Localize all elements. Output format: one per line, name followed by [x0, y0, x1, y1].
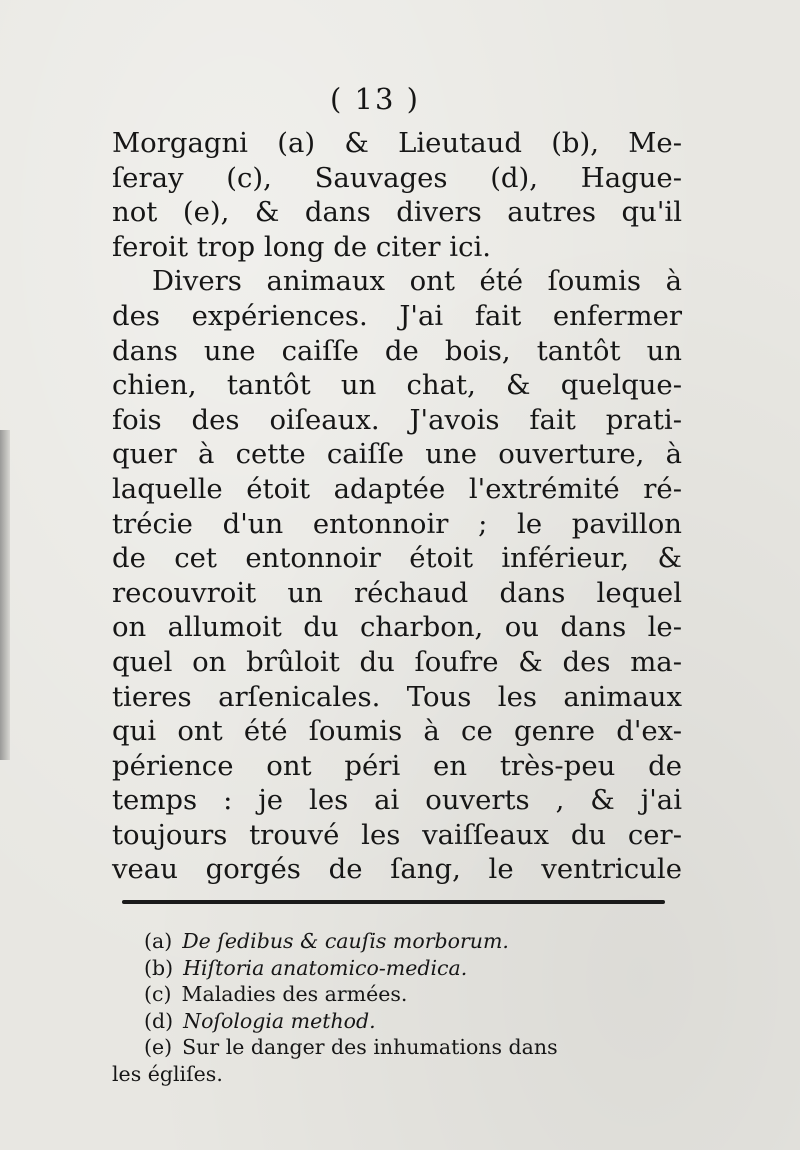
- body-line: quer à cette caiſſe une ouverture, à: [112, 438, 682, 471]
- footnote-text: Sur le danger des inhumations dans: [182, 1035, 558, 1059]
- body-line: Morgagni (a) & Lieutaud (b), Me-: [112, 127, 682, 159]
- footnote-mark: (b): [144, 955, 174, 980]
- footnotes: [112, 928, 682, 1087]
- body-text: [112, 126, 682, 887]
- body-line: des expériences. J'ai fait enfermer: [112, 299, 682, 332]
- footnote-divider: [122, 900, 665, 904]
- body-line: laquelle étoit adaptée l'extrémité ré-: [112, 472, 682, 505]
- body-line: chien, tantôt un chat, & quelque-: [112, 369, 682, 402]
- body-line: recouvroit un réchaud dans lequel: [112, 576, 682, 609]
- footnote-text: Noſologia method.: [183, 1008, 376, 1033]
- body-line: veau gorgés de ſang, le ventricule: [112, 853, 682, 886]
- body-line: trécie d'un entonnoir ; le pavillon: [112, 507, 682, 540]
- body-line: qui ont été ſoumis à ce genre d'ex-: [112, 715, 682, 748]
- body-line: Divers animaux ont été ſoumis à: [152, 265, 682, 298]
- footnote-text: De ſedibus & cauſis morborum.: [182, 929, 509, 953]
- footnote-mark: (d): [144, 1008, 174, 1033]
- footnote-mark: (e): [144, 1035, 173, 1059]
- body-line: de cet entonnoir étoit inférieur, &: [112, 542, 682, 575]
- footnote-e: [112, 1034, 682, 1061]
- body-line: quel on brûloit du ſoufre & des ma-: [112, 645, 682, 678]
- body-line: ſeray (c), Sauvages (d), Hague-: [112, 161, 682, 194]
- body-line: feroit trop long de citer ici.: [112, 230, 492, 263]
- footnote-e-continued: [112, 1061, 682, 1088]
- footnote-d: [112, 1008, 682, 1035]
- body-line: dans une caiſſe de bois, tantôt un: [112, 334, 682, 367]
- body-line: tieres arſenicales. Tous les animaux: [112, 680, 682, 713]
- body-line: toujours trouvé les vaiſſeaux du cer-: [112, 818, 682, 851]
- body-line: fois des oiſeaux. J'avois fait prati-: [112, 403, 682, 436]
- footnote-mark: (a): [144, 929, 173, 953]
- page-number: ( 13 ): [330, 82, 420, 116]
- body-line: périence ont péri en très-peu de: [112, 749, 682, 782]
- footnote-mark: (c): [144, 982, 172, 1006]
- footnote-c: [112, 981, 682, 1008]
- body-line: not (e), & dans divers autres qu'il: [112, 196, 682, 229]
- footnote-text: les égliſes.: [112, 1061, 223, 1086]
- footnote-b: [112, 955, 682, 982]
- footnote-text: Hiſtoria anatomico-medica.: [183, 955, 468, 980]
- body-line: temps : je les ai ouverts , & j'ai: [112, 784, 682, 817]
- footnote-text: Maladies des armées.: [181, 982, 408, 1006]
- footnote-a: [112, 928, 682, 955]
- body-line: on allumoit du charbon, ou dans le-: [112, 611, 682, 644]
- page-binding-edge: [0, 430, 10, 760]
